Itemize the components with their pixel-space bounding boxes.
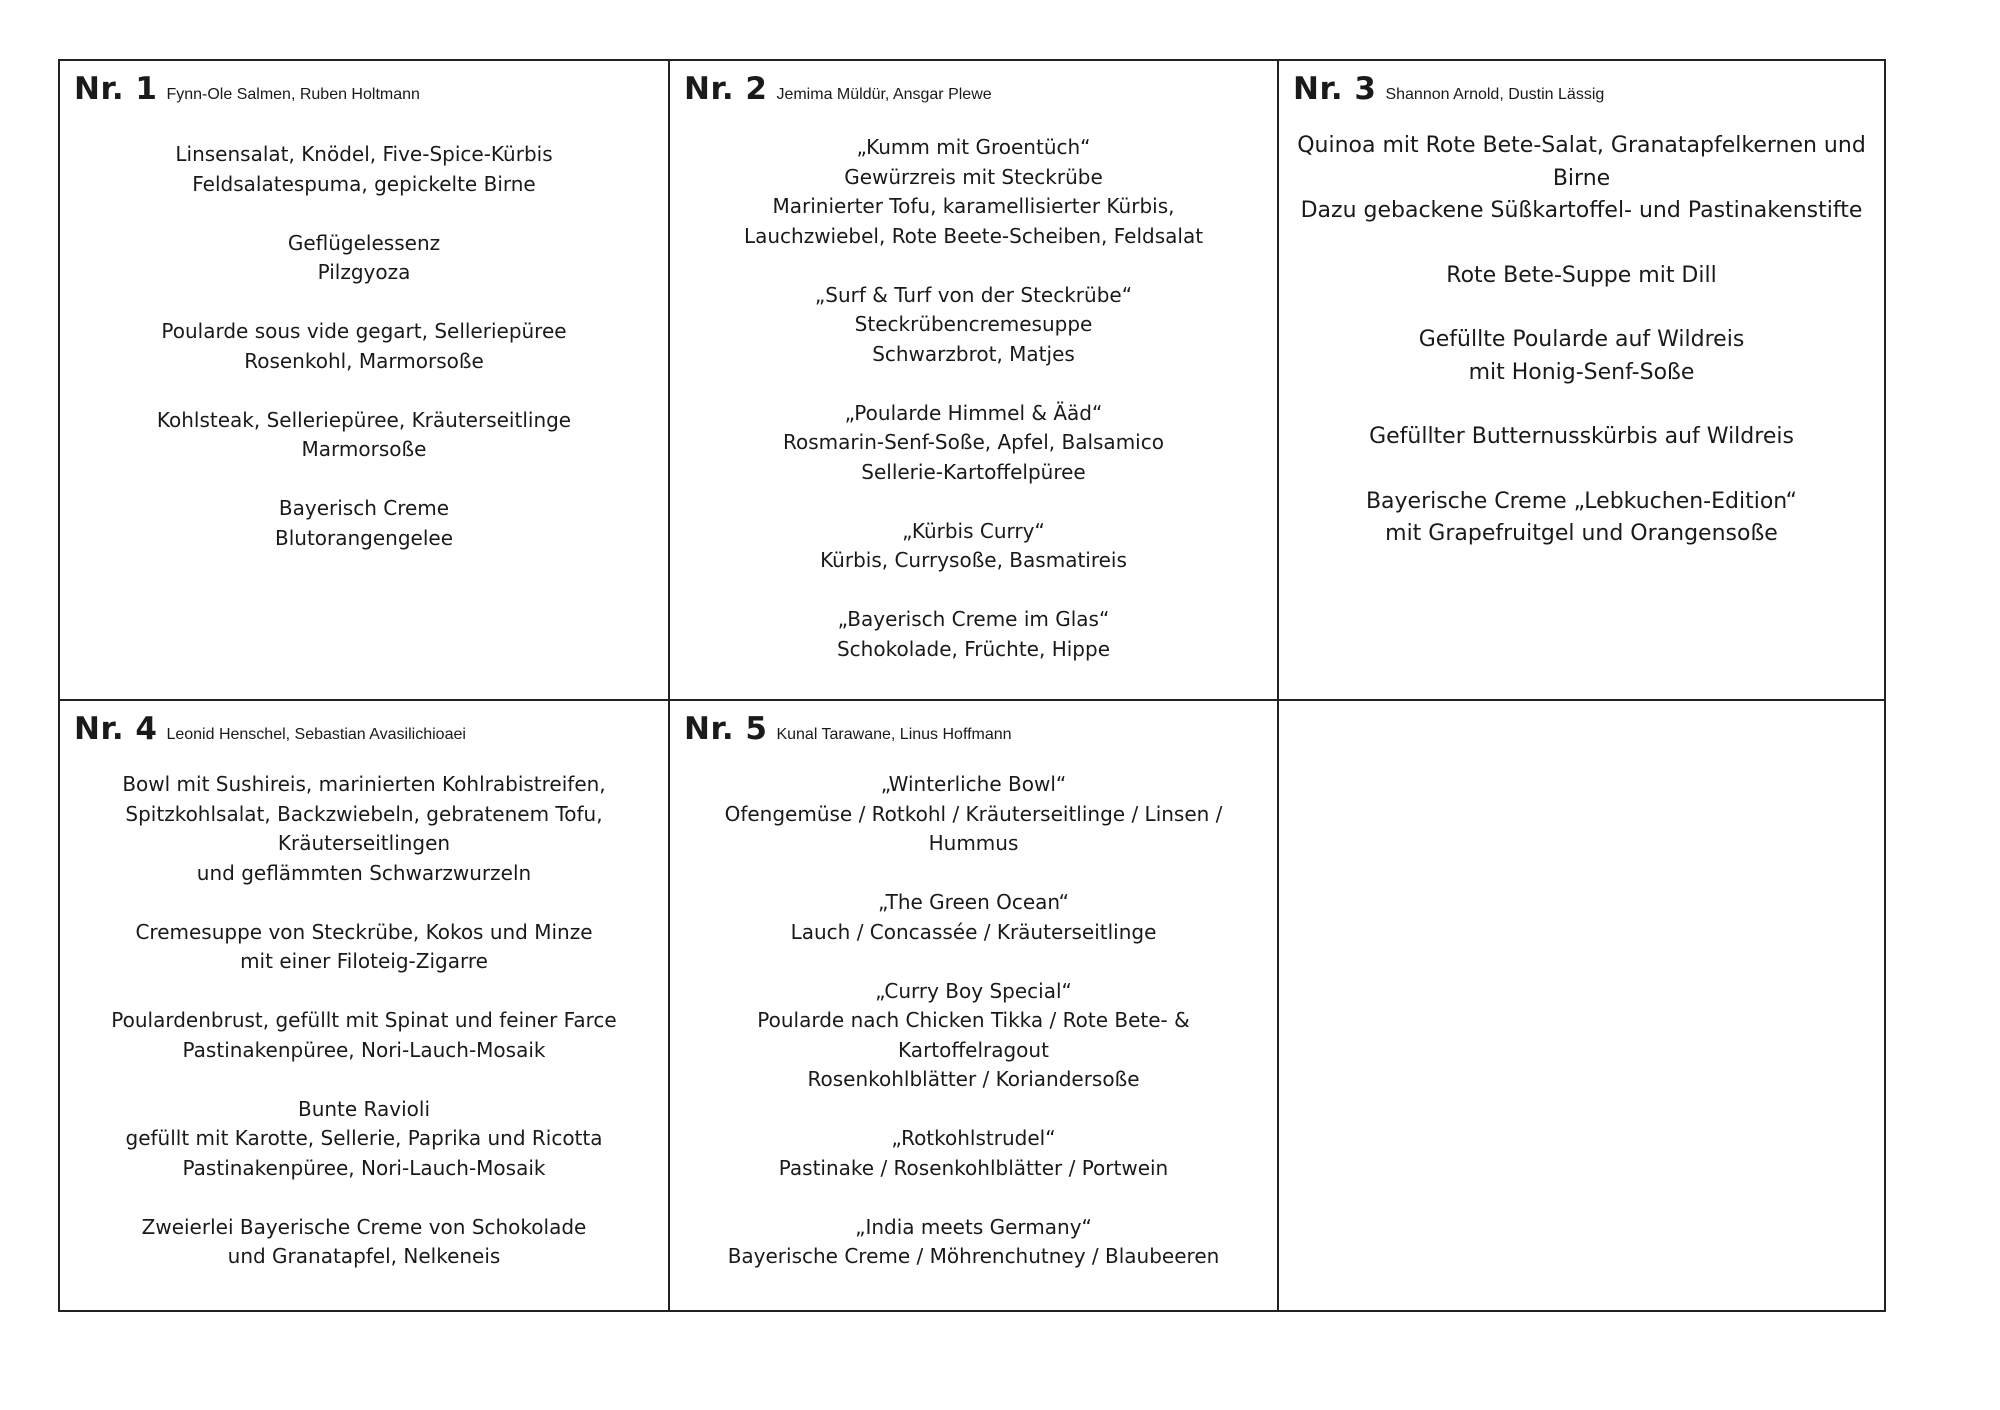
course-line: Rosenkohlblätter / Koriandersoße <box>807 1067 1140 1091</box>
course <box>684 977 1263 1095</box>
menu-header <box>1293 71 1870 107</box>
course <box>684 281 1263 370</box>
course <box>1293 260 1870 293</box>
menu-cell-3 <box>1279 61 1884 701</box>
course-line: Poulardenbrust, gefüllt mit Spinat und feiner Farce <box>111 1008 617 1032</box>
course-line: Schokolade, Früchte, Hippe <box>836 636 1110 661</box>
course <box>684 517 1263 576</box>
course <box>684 888 1263 947</box>
course-title: „Poularde Himmel & Ääd“ <box>844 400 1103 425</box>
course-title: „Rotkohlstrudel“ <box>891 1126 1056 1150</box>
menu-number: Nr. 3 <box>1293 71 1377 107</box>
menu-number: Nr. 2 <box>684 71 768 107</box>
course <box>1293 421 1870 454</box>
course-line: Marmorsoße <box>301 437 427 461</box>
menu-number: Nr. 1 <box>74 71 158 107</box>
course-line: Schwarzbrot, Matjes <box>872 341 1075 366</box>
course-line: Lauchzwiebel, Rote Beete-Scheiben, Feldsalat <box>743 223 1204 248</box>
course-line: Bayerische Creme „Lebkuchen-Edition“ <box>1365 488 1798 514</box>
course-line: Gefüllter Butternusskürbis auf Wildreis <box>1369 424 1794 449</box>
course-title: „India meets Germany“ <box>855 1214 1092 1239</box>
course-line: und Granatapfel, Nelkeneis <box>227 1244 501 1268</box>
course-line: Poularde nach Chicken Tikka / Rote Bete- & Kartoffelragout <box>757 1008 1190 1062</box>
menu-header <box>684 71 1263 107</box>
course <box>684 1213 1263 1272</box>
course-line: Feldsalatespuma, gepickelte Birne <box>192 171 536 196</box>
course <box>1293 130 1870 228</box>
course <box>684 399 1263 488</box>
course-line: Gefüllte Poularde auf Wildreis <box>1418 327 1745 352</box>
course-line: Lauch / Concassée / Kräuterseitlinge <box>790 919 1157 944</box>
course-line: Cremesuppe von Steckrübe, Kokos und Minze <box>135 919 593 944</box>
menu-cell-2 <box>670 61 1279 701</box>
course-line: Pilzgyoza <box>317 260 411 284</box>
course-list <box>1293 130 1870 551</box>
course <box>74 494 654 553</box>
course-title: „Bayerisch Creme im Glas“ <box>837 607 1110 631</box>
menu-header <box>74 711 654 747</box>
course-title: „Kumm mit Groentüch“ <box>856 135 1091 159</box>
course-line: Rote Bete-Suppe mit Dill <box>1446 262 1717 288</box>
course-line: Geflügelessenz <box>287 230 441 255</box>
menu-number: Nr. 5 <box>684 711 768 747</box>
course-line: Pastinakenpüree, Nori-Lauch-Mosaik <box>182 1155 546 1180</box>
course <box>74 918 654 977</box>
menu-header <box>684 711 1263 747</box>
course-line: Quinoa mit Rote Bete-Salat, Granatapfelkernen und <box>1297 133 1866 158</box>
course-line: Sellerie-Kartoffelpüree <box>861 459 1086 484</box>
course <box>74 140 654 199</box>
course-list <box>684 770 1263 1272</box>
empty-cell <box>1279 701 1884 1310</box>
course-line: Rosenkohl, Marmorsoße <box>244 348 484 373</box>
team-names: Leonid Henschel, Sebastian Avasilichioaei <box>166 726 466 743</box>
course-line: Bayerische Creme / Möhrenchutney / Blaubeeren <box>727 1244 1220 1268</box>
course <box>684 770 1263 859</box>
course-list <box>684 133 1263 664</box>
menu-header <box>74 71 654 107</box>
course-line: Pastinakenpüree, Nori-Lauch-Mosaik <box>182 1037 546 1062</box>
course-line: Zweierlei Bayerische Creme von Schokolade <box>141 1214 587 1239</box>
course-line: Linsensalat, Knödel, Five-Spice-Kürbis <box>175 142 553 166</box>
course <box>74 406 654 465</box>
course-line: mit Grapefruitgel und Orangensoße <box>1385 521 1778 546</box>
team-names: Fynn-Ole Salmen, Ruben Holtmann <box>166 86 420 103</box>
course <box>74 1006 654 1065</box>
menu-cell-5 <box>670 701 1279 1310</box>
course <box>684 133 1263 251</box>
course-line: mit Honig-Senf-Soße <box>1468 359 1695 385</box>
course-line: Hummus <box>928 831 1019 855</box>
course <box>1293 324 1870 389</box>
course-line: Birne <box>1552 165 1611 191</box>
course-title: „Surf & Turf von der Steckrübe“ <box>814 282 1133 307</box>
course-line: Rosmarin-Senf-Soße, Apfel, Balsamico <box>783 430 1164 454</box>
course <box>74 317 654 376</box>
course-line: Dazu gebackene Süßkartoffel- und Pastinakenstifte <box>1300 198 1863 223</box>
menu-cell-1 <box>60 61 670 701</box>
course-line: Bowl mit Sushireis, marinierten Kohlrabistreifen, <box>122 772 606 796</box>
course-line: und geflämmten Schwarzwurzeln <box>196 860 532 885</box>
course-line: Spitzkohlsalat, Backzwiebeln, gebratenem Tofu, <box>125 801 603 826</box>
course-line: Kräuterseitlingen <box>277 831 451 855</box>
course <box>684 605 1263 664</box>
course-line: Steckrübencremesuppe <box>854 312 1093 336</box>
course-title: „The Green Ocean“ <box>878 890 1069 914</box>
course-line: gefüllt mit Karotte, Sellerie, Paprika und Ricotta <box>125 1126 603 1150</box>
course-line: Ofengemüse / Rotkohl / Kräuterseitlinge / Linsen / <box>724 801 1223 826</box>
menu-number: Nr. 4 <box>74 711 158 747</box>
team-names: Shannon Arnold, Dustin Lässig <box>1385 86 1605 103</box>
course-title: „Winterliche Bowl“ <box>880 772 1067 796</box>
course-list <box>74 140 654 553</box>
course-list <box>74 770 654 1272</box>
course-line: Pastinake / Rosenkohlblätter / Portwein <box>778 1155 1169 1180</box>
course-line: Blutorangengelee <box>274 525 454 550</box>
menu-cell-4 <box>60 701 670 1310</box>
menu-table <box>58 59 1886 1312</box>
course-line: Bayerisch Creme <box>278 496 450 520</box>
course <box>74 1213 654 1272</box>
course <box>684 1124 1263 1183</box>
course-line: Kohlsteak, Selleriepüree, Kräuterseitlinge <box>156 407 572 432</box>
course-title: „Kürbis Curry“ <box>902 518 1045 543</box>
course-line: Poularde sous vide gegart, Selleriepüree <box>161 319 567 343</box>
course <box>74 770 654 888</box>
course-line: Marinierter Tofu, karamellisierter Kürbis, <box>772 194 1175 218</box>
course <box>74 1095 654 1184</box>
course-title: „Curry Boy Special“ <box>875 978 1072 1003</box>
course <box>1293 486 1870 551</box>
course <box>74 229 654 288</box>
course-line: Kürbis, Currysoße, Basmatireis <box>820 548 1127 572</box>
course-line: mit einer Filoteig-Zigarre <box>240 949 488 973</box>
course-line: Gewürzreis mit Steckrübe <box>844 164 1103 189</box>
team-names: Jemima Müldür, Ansgar Plewe <box>776 86 992 103</box>
team-names: Kunal Tarawane, Linus Hoffmann <box>776 726 1012 743</box>
course-line: Bunte Ravioli <box>297 1096 431 1121</box>
